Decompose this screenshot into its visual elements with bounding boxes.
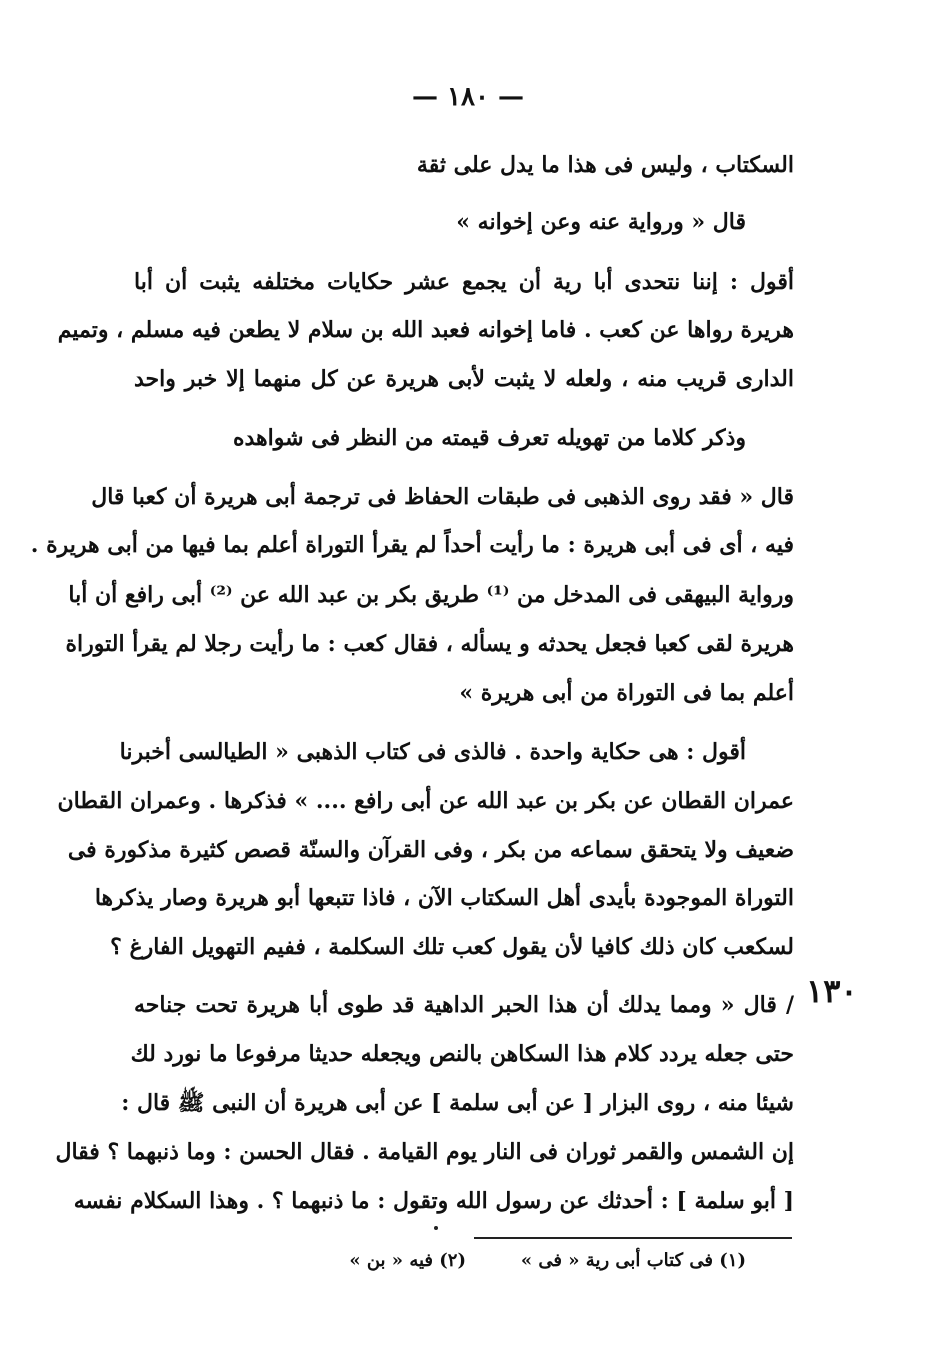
text-line: قال « فقد روى الذهبى فى طبقات الحفاظ فى ترجمة أبى هريرة أن كعبا قال [91, 484, 794, 510]
text-line: هريرة رواها عن كعب . فاما إخوانه فعبد الله بن سلام لا يطعن فيه مسلم ، وتميم [57, 317, 794, 343]
text-line: إن الشمس والقمر ثوران فى النار يوم القيامة . فقال الحسن : وما ذنبهما ؟ فقال [55, 1139, 794, 1165]
text-line: هريرة لقى كعبا فجعل يحدثه و يسأله ، فقال كعب : ما رأيت رجلا لم يقرأ التوراة [65, 631, 794, 657]
text-line: [ أبو سلمة ] : أحدثك عن رسول الله وتقول : ما ذنبهما ؟ . وهذا السكلام نفسه [73, 1188, 794, 1214]
text-line: ورواية البيهقى فى المدخل من ⁽¹⁾ طريق بكر بن عبد الله عن ⁽²⁾ أبى رافع أن أبا [68, 582, 794, 608]
footnote-1: (١) فى كتاب أبى رية « فى » [520, 1250, 746, 1271]
text-line: شيئا منه ، روى البزار [ عن أبى سلمة ] عن أبى هريرة أن النبى ﷺ قال : [121, 1090, 794, 1116]
text-line: أعلم بما فى التوراة من أبى هريرة » [459, 680, 794, 706]
dot-mark [434, 1226, 438, 1230]
text-line: / قال « ومما يدلك أن هذا الحبر الداهية قد طوى أبا هريرة تحت جناحه [134, 992, 794, 1018]
text-line: حتى جعله يردد كلام هذا السكاهن بالنص ويجعله حديثا مرفوعا ما نورد لك [130, 1041, 794, 1067]
text-line: ضعيف ولا يتحقق سماعه من بكر ، وفى القرآن والسنّة قصص كثيرة مذكورة فى [67, 837, 794, 863]
footnote-rule [474, 1237, 792, 1239]
text-line: السكتاب ، وليس فى هذا ما يدل على ثقة [416, 152, 794, 178]
text-line: التوراة الموجودة بأيدى أهل السكتاب الآن ، فاذا تتبعها أبو هريرة وصار يذكرها [94, 885, 794, 911]
text-line: فيه ، أى فى أبى هريرة : ما رأيت أحداً لم يقرأ التوراة أعلم بما فيها من أبى هريرة . [30, 532, 794, 558]
text-line: لسكعب كان ذلك كافيا لأن يقول كعب تلك السكلمة ، ففيم التهويل الفارغ ؟ [110, 934, 794, 960]
page-number: — ١٨٠ — [411, 82, 525, 112]
text-line: أقول : هى حكاية واحدة . فالذى فى كتاب الذهبى « الطيالسى أخبرنا [119, 739, 746, 765]
margin-page-number: ١٣٠ [806, 972, 858, 1010]
footnote-2: (٢) فيه « بن » [349, 1250, 466, 1271]
text-line: أقول : إننا نتحدى أبا رية أن يجمع عشر حكايات مختلفه يثبت أن أبا [134, 269, 794, 295]
text-line: الدارى قريب منه ، ولعله لا يثبت لأبى هريرة عن كل منهما إلا خبر واحد [134, 366, 794, 392]
text-line: قال « ورواية عنه وعن إخوانه » [456, 209, 746, 235]
text-line: عمران القطان عن بكر بن عبد الله عن أبى رافع .... » فذكرها . وعمران القطان [57, 788, 794, 814]
text-line: وذكر كلاما من تهويله تعرف قيمته من النظر فى شواهده [232, 425, 746, 451]
